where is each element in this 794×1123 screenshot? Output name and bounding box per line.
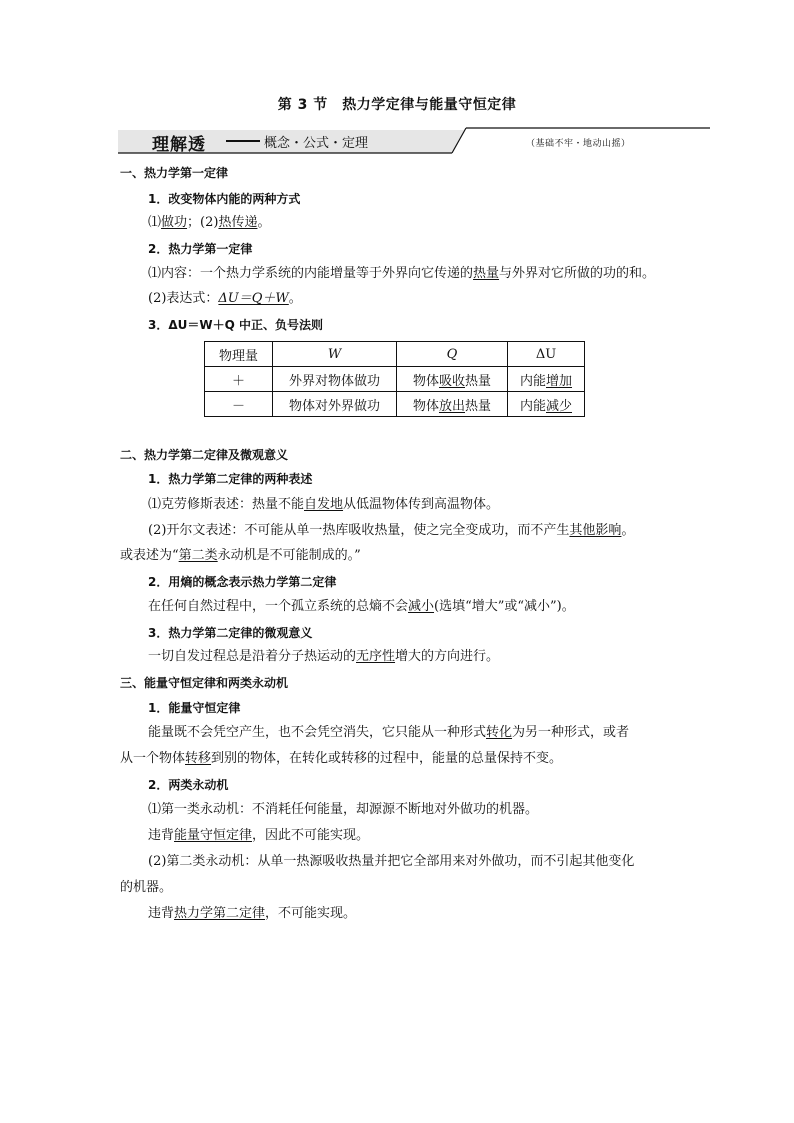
table-header-cell: W xyxy=(273,342,397,367)
s1-p2-content: ⑴内容：一个热力学系统的内能增量等于外界向它传递的热量与外界对它所做的功的和。 xyxy=(148,266,656,281)
s3-first-violates: 违背能量守恒定律，因此不可能实现。 xyxy=(148,828,370,843)
table-cell-du: 内能减少 xyxy=(508,392,585,417)
s2-entropy: 在任何自然过程中，一个孤立系统的总熵不会减小(选填“增大”或“减小”)。 xyxy=(148,599,575,614)
banner-subheading: 概念・公式・定理 xyxy=(264,136,369,151)
table-header-row xyxy=(205,342,585,367)
table-row xyxy=(205,367,585,392)
s3-p2-heading: 2．两类永动机 xyxy=(148,778,229,792)
s2-p1-heading: 1．热力学第二定律的两种表述 xyxy=(148,472,313,486)
s1-p1-text: ⑴做功；(2)热传递。 xyxy=(148,215,271,230)
s3-second-kind-line2: 的机器。 xyxy=(120,880,173,895)
s1-heading: 一、热力学第一定律 xyxy=(120,166,229,180)
table-cell-sign: ＋ xyxy=(205,367,273,392)
s1-p3-heading: 3．ΔU＝W＋Q 中正、负号法则 xyxy=(148,318,323,332)
table-header-cell: Q xyxy=(397,342,508,367)
s3-p1-heading: 1．能量守恒定律 xyxy=(148,701,241,715)
s3-law-line1: 能量既不会凭空产生，也不会凭空消失，它只能从一种形式转化为另一种形式，或者 xyxy=(148,725,630,740)
table-cell-du: 内能增加 xyxy=(508,367,585,392)
table-cell-q: 物体放出热量 xyxy=(397,392,508,417)
banner-motto: （基础不牢・地动山摇） xyxy=(526,139,631,149)
s2-kelvin-alt: 或表述为“第二类永动机是不可能制成的。” xyxy=(120,548,361,563)
section-title: 第 3 节 热力学定律与能量守恒定律 xyxy=(277,97,517,113)
s1-p1-heading: 1．改变物体内能的两种方式 xyxy=(148,192,301,206)
table-cell-q: 物体吸收热量 xyxy=(397,367,508,392)
s1-p2-heading: 2．热力学第一定律 xyxy=(148,242,253,256)
table-cell-w: 物体对外界做功 xyxy=(273,392,397,417)
s2-heading: 二、热力学第二定律及微观意义 xyxy=(120,448,289,462)
s3-heading: 三、能量守恒定律和两类永动机 xyxy=(120,676,289,690)
s2-clausius: ⑴克劳修斯表述：热量不能自发地从低温物体传到高温物体。 xyxy=(148,497,500,512)
table-header-cell: 物理量 xyxy=(205,342,273,367)
section-banner xyxy=(118,126,710,154)
table-row xyxy=(205,392,585,417)
s3-first-kind: ⑴第一类永动机：不消耗任何能量，却源源不断地对外做功的机器。 xyxy=(148,802,539,817)
s3-law-line2: 从一个物体转移到别的物体，在转化或转移的过程中，能量的总量保持不变。 xyxy=(120,751,563,766)
banner-heading: 理解透 xyxy=(152,135,206,155)
s2-p3-heading: 3．热力学第二定律的微观意义 xyxy=(148,626,313,640)
s1-p2-expression: (2)表达式：ΔU＝Q＋W。 xyxy=(148,291,302,306)
sign-convention-table xyxy=(204,341,585,417)
s3-second-kind-line1: (2)第二类永动机：从单一热源吸收热量并把它全部用来对外做功，而不引起其他变化 xyxy=(148,854,635,869)
s2-kelvin: (2)开尔文表述：不可能从单一热库吸收热量，使之完全变成功，而不产生其他影响。 xyxy=(148,523,635,538)
s2-p2-heading: 2．用熵的概念表示热力学第二定律 xyxy=(148,575,337,589)
table-cell-sign: － xyxy=(205,392,273,417)
table-cell-w: 外界对物体做功 xyxy=(273,367,397,392)
banner-dash xyxy=(226,140,260,142)
table-header-cell: ΔU xyxy=(508,342,585,367)
s2-micro: 一切自发过程总是沿着分子热运动的无序性增大的方向进行。 xyxy=(148,649,500,664)
s3-second-violates: 违背热力学第二定律，不可能实现。 xyxy=(148,906,357,921)
